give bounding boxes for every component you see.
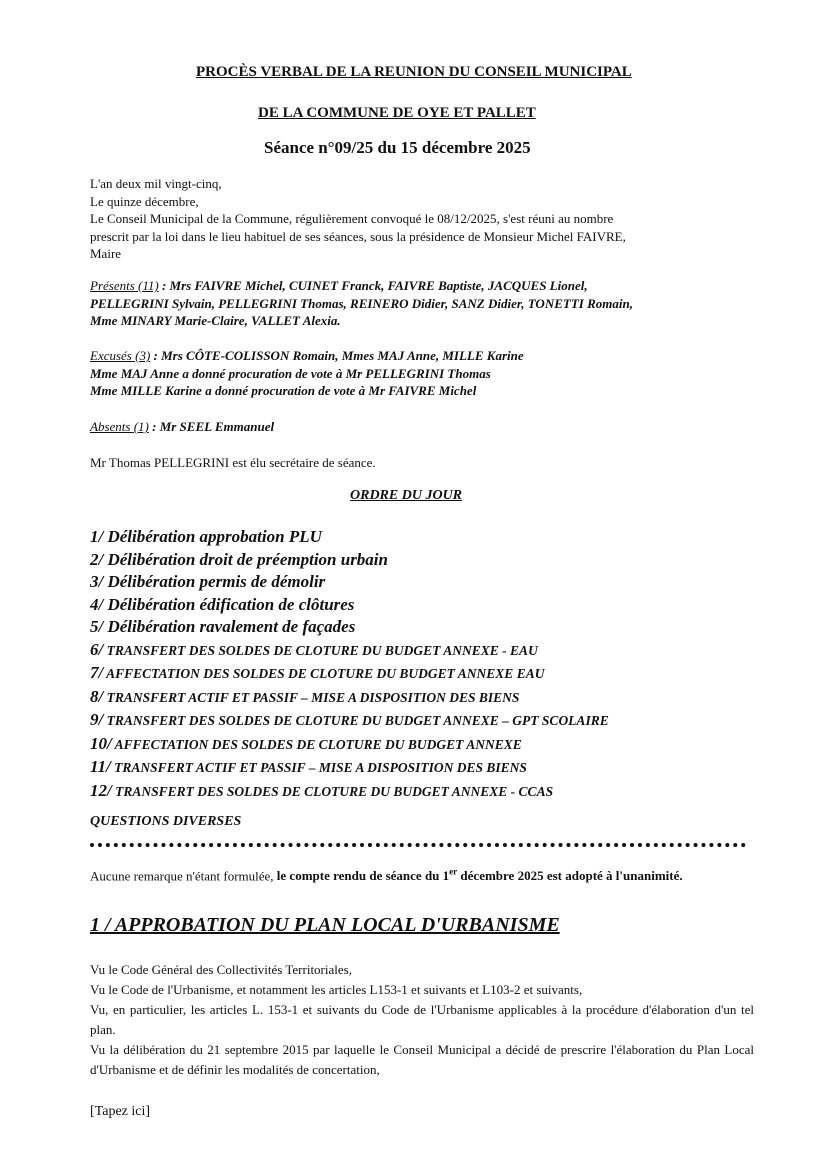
- footer-placeholder[interactable]: [Tapez ici]: [90, 1104, 151, 1119]
- agenda-item-text: AFFECTATION DES SOLDES DE CLOTURE DU BUDGET ANNEXE EAU: [103, 666, 545, 681]
- agenda-item: [90, 639, 609, 663]
- absents-block: [90, 418, 754, 436]
- agenda-item: 3/ Délibération permis de démolir: [90, 572, 326, 591]
- intro-block: [90, 175, 754, 263]
- questions-diverses: QUESTIONS DIVERSES: [90, 814, 242, 829]
- intro-line: Le quinze décembre,: [90, 193, 199, 209]
- absents-text: : Mr SEEL Emmanuel: [148, 419, 275, 434]
- excuses-text: : Mrs CÔTE-COLISSON Romain, Mmes MAJ Anne, MILLE Karine: [150, 348, 524, 363]
- adoption-text: décembre 2025 est adopté à l'unanimité.: [457, 868, 683, 884]
- agenda-item-text: TRANSFERT DES SOLDES DE CLOTURE DU BUDGET ANNEXE - CCAS: [111, 783, 554, 799]
- dotted-divider: [90, 843, 746, 851]
- adoption-paragraph: [90, 864, 754, 885]
- agenda-item: [90, 686, 609, 710]
- agenda-item-number: 7/: [90, 663, 104, 682]
- document-title: PROCÈS VERBAL DE LA REUNION DU CONSEIL MUNICIPAL: [196, 64, 632, 80]
- agenda-item-text: TRANSFERT DES SOLDES DE CLOTURE DU BUDGET ANNEXE – GPT SCOLAIRE: [103, 713, 609, 728]
- agenda-item-text: AFFECTATION DES SOLDES DE CLOTURE DU BUDGET ANNEXE: [111, 736, 522, 752]
- presents-text: Mme MINARY Marie-Claire, VALLET Alexia.: [90, 313, 341, 328]
- ordre-du-jour-heading: ORDRE DU JOUR: [350, 488, 463, 503]
- adoption-text: le compte rendu de séance du 1: [276, 868, 450, 884]
- agenda-item: [90, 733, 609, 757]
- agenda-item: 2/ Délibération droit de préemption urbain: [90, 549, 388, 569]
- intro-line: prescrit par la loi dans le lieu habituel de ses séances, sous la présidence de Monsieur Michel FAIVRE,: [90, 228, 626, 244]
- agenda-item-text: TRANSFERT DES SOLDES DE CLOTURE DU BUDGET ANNEXE - EAU: [103, 642, 538, 658]
- vu-paragraph: Vu le Code Général des Collectivités Territoriales,: [90, 962, 352, 977]
- agenda-item: 5/ Délibération ravalement de façades: [90, 617, 356, 636]
- agenda-item-number: 12/: [90, 780, 112, 800]
- document-subtitle: DE LA COMMUNE DE OYE ET PALLET: [258, 105, 536, 121]
- adoption-sup: er: [449, 867, 458, 877]
- presents-label: Présents (11): [90, 278, 159, 293]
- excuses-label: Excusés (3): [90, 348, 151, 363]
- presents-text: PELLEGRINI Sylvain, PELLEGRINI Thomas, REINERO Didier, SANZ Didier, TONETTI Romain,: [90, 295, 633, 311]
- vu-paragraph: Vu le Code de l'Urbanisme, et notamment les articles L153-1 et suivants et L103-2 et suivants,: [90, 982, 583, 997]
- adoption-text: Aucune remarque n'étant formulée,: [90, 868, 277, 884]
- agenda-item-text: TRANSFERT ACTIF ET PASSIF – MISE A DISPOSITION DES BIENS: [103, 689, 520, 705]
- agenda-item: 1/ Délibération approbation PLU: [90, 527, 322, 546]
- agenda-item-number: 8/: [90, 686, 104, 706]
- procuration-line: Mme MILLE Karine a donné procuration de vote à Mr FAIVRE Michel: [90, 383, 477, 398]
- agenda-item-number: 9/: [90, 710, 104, 729]
- agenda-item-number: 11/: [90, 757, 111, 776]
- intro-line: L'an deux mil vingt-cinq,: [90, 176, 222, 191]
- agenda-item: [90, 780, 609, 804]
- agenda-item-text: TRANSFERT ACTIF ET PASSIF – MISE A DISPOSITION DES BIENS: [110, 760, 527, 775]
- secretaire-line: Mr Thomas PELLEGRINI est élu secrétaire de séance.: [90, 455, 376, 470]
- vu-paragraph: Vu, en particulier, les articles L. 153-1 et suivants du Code de l'Urbanisme applicables à la procédure d'élaboration d'un tel plan.: [90, 1002, 754, 1037]
- presents-block: [90, 277, 754, 330]
- vu-block: [90, 960, 754, 1080]
- presents-text: : Mrs FAIVRE Michel, CUINET Franck, FAIVRE Baptiste, JACQUES Lionel,: [158, 278, 588, 293]
- intro-line: Maire: [90, 246, 122, 261]
- excuses-block: [90, 347, 754, 400]
- section-heading: 1 / APPROBATION DU PLAN LOCAL D'URBANISME: [90, 914, 560, 936]
- seance-heading: Séance n°09/25 du 15 décembre 2025: [264, 138, 531, 157]
- agenda-item: [90, 709, 609, 733]
- agenda-item: [90, 662, 609, 686]
- agenda-item-number: 10/: [90, 733, 112, 753]
- intro-line: Le Conseil Municipal de la Commune, régulièrement convoqué le 08/12/2025, s'est réuni au nombre: [90, 211, 614, 226]
- agenda-item-number: 6/: [90, 639, 104, 659]
- absents-label: Absents (1): [90, 419, 149, 434]
- vu-paragraph: Vu la délibération du 21 septembre 2015 par laquelle le Conseil Municipal a décidé de prescrire l'élaboration du Plan Local d'Urbanisme et de définir les modalités de concertation,: [90, 1042, 754, 1077]
- procuration-line: Mme MAJ Anne a donné procuration de vote à Mr PELLEGRINI Thomas: [90, 365, 491, 381]
- agenda-item: 4/ Délibération édification de clôtures: [90, 594, 355, 614]
- agenda-list: [90, 526, 609, 803]
- agenda-item: [90, 756, 609, 780]
